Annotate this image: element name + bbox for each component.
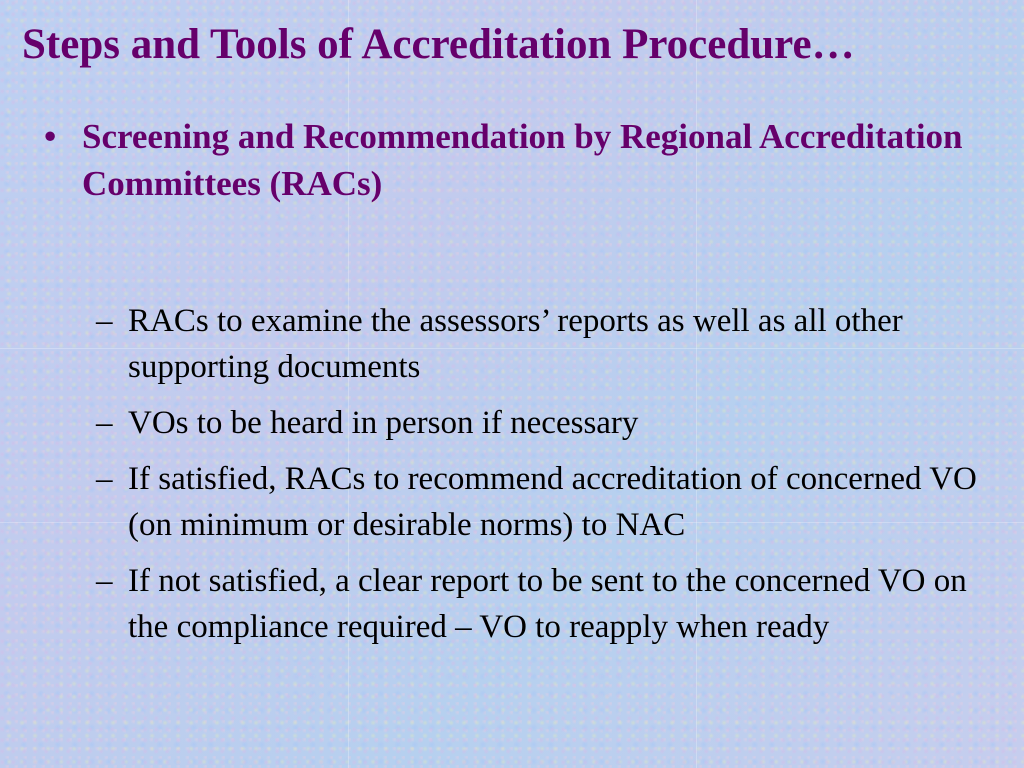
sub-bullet-item <box>96 400 996 446</box>
slide-title: Steps and Tools of Accreditation Procedure… <box>22 21 855 68</box>
sub-bullet-list <box>96 298 996 660</box>
bullet-marker: • <box>44 117 57 156</box>
dash-marker: – <box>96 563 113 599</box>
main-bullet-text: Screening and Recommendation by Regional Accreditation Committees (RACs) <box>82 117 963 204</box>
sub-bullet-text: VOs to be heard in person if necessary <box>128 405 639 441</box>
dash-marker: – <box>96 303 113 339</box>
main-bullet-point <box>44 113 974 208</box>
sub-bullet-item <box>96 558 996 650</box>
sub-bullet-item <box>96 456 996 548</box>
sub-bullet-item <box>96 298 996 390</box>
dash-marker: – <box>96 405 113 441</box>
sub-bullet-text: RACs to examine the assessors’ reports as well as all other supporting documents <box>128 303 903 385</box>
dash-marker: – <box>96 461 113 497</box>
sub-bullet-text: If not satisfied, a clear report to be sent to the concerned VO on the compliance required – VO to reapply when ready <box>128 563 967 645</box>
sub-bullet-text: If satisfied, RACs to recommend accreditation of concerned VO (on minimum or desirable norms) to NAC <box>128 461 977 543</box>
